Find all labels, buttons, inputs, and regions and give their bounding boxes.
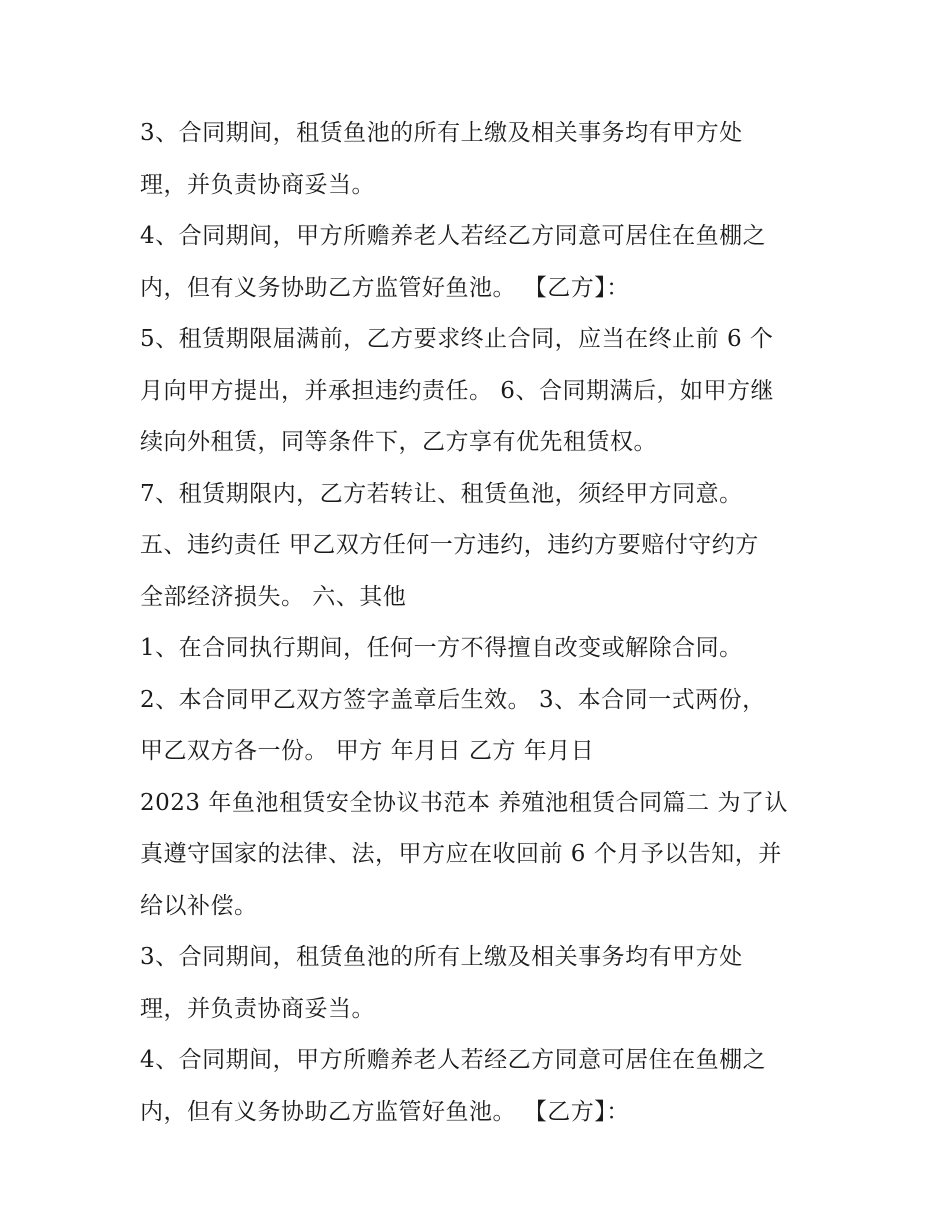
text-line: 3、合同期间，租赁鱼池的所有上缴及相关事务均有甲方处: [140, 944, 743, 970]
text-line: 续向外租赁，同等条件下，乙方享有优先租赁权。: [140, 429, 657, 455]
text-line: 理，并负责协商妥当。: [140, 995, 375, 1022]
text-line: 1、在合同执行期间，任何一方不得擅自改变或解除合同。: [140, 635, 743, 661]
text-line: 4、合同期间，甲方所赡养老人若经乙方同意可居住在鱼棚之: [140, 1047, 767, 1073]
text-line: 月向甲方提出，并承担违约责任。 6、合同期满后，如甲方继: [140, 377, 774, 404]
document-body: [140, 108, 820, 1138]
text-line: 全部经济损失。 六、其他: [140, 583, 407, 610]
text-line: 2023 年鱼池租赁安全协议书范本 养殖池租赁合同篇二 为了认: [140, 789, 788, 816]
text-line: 甲乙双方各一份。 甲方 年月日 乙方 年月日: [140, 738, 595, 764]
text-line: 真遵守国家的法律、法，甲方应在收回前 6 个月予以告知，并: [140, 841, 782, 867]
text-line: 给以补偿。: [140, 892, 258, 919]
text-line: 5、租赁期限届满前，乙方要求终止合同，应当在终止前 6 个: [140, 326, 774, 352]
text-line: 2、本合同甲乙双方签字盖章后生效。 3、本合同一式两份，: [140, 686, 766, 713]
text-line: 理，并负责协商妥当。: [140, 171, 375, 198]
text-line: 3、合同期间，租赁鱼池的所有上缴及相关事务均有甲方处: [140, 120, 743, 146]
text-line: 五、违约责任 甲乙双方任何一方违约，违约方要赔付守约方: [140, 532, 759, 558]
text-line: 内，但有义务协助乙方监管好鱼池。 【乙方】：: [140, 1098, 630, 1125]
text-line: 7、租赁期限内，乙方若转让、租赁鱼池，须经甲方同意。: [140, 480, 743, 507]
text-line: 内，但有义务协助乙方监管好鱼池。 【乙方】：: [140, 274, 630, 301]
text-line: 4、合同期间，甲方所赡养老人若经乙方同意可居住在鱼棚之: [140, 223, 767, 249]
